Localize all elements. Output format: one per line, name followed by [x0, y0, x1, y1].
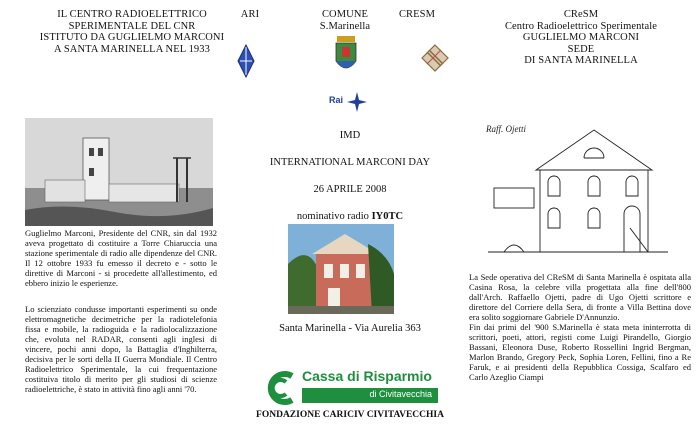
right-header-line: DI SANTA MARINELLA — [524, 55, 638, 66]
left-header-line: ISTITUTO DA GUGLIELMO MARCONI — [39, 32, 225, 43]
villa-drawing — [484, 118, 672, 268]
imd-label: IMD — [339, 130, 361, 141]
left-paragraph-2: Lo scienziato condusse importanti esperimenti su onde elettromagnetiche decimetriche per la radiotelefonia fissa e mobile, la radioguida e la radiolocalizzazione che, evoluta nel RADAR, consenti agli inglesi di vincere, pochi anni dopo, la Battaglia d'Inghilterra, decisiva per le sorti della II Guerra Mondiale. Il Centro Radioelettrico Sperimentale, la cui frequentazione costituiva titolo di merito per gli studiosi di scienze radioelettriche, è stato in attività fino agli anni '70. — [25, 304, 217, 394]
ari-label: ARI — [240, 9, 260, 20]
rai-star-icon — [347, 92, 367, 112]
callsign-label: nominativo radio — [296, 211, 369, 222]
event-date: 26 APRILE 2008 — [313, 184, 387, 195]
right-header-line: SEDE — [567, 43, 595, 55]
villa-photo — [288, 224, 394, 314]
right-header-line: GUGLIELMO MARCONI — [522, 32, 640, 43]
rai-logo — [329, 92, 369, 112]
callsign-line — [236, 211, 464, 222]
callsign: IY0TC — [371, 211, 404, 222]
comune-crest-icon — [333, 35, 359, 77]
comune-title: COMUNE — [321, 9, 369, 20]
ari-logo-icon — [237, 44, 255, 78]
tower-photo — [25, 118, 213, 226]
left-header-line: SPERIMENTALE DEL CNR — [68, 20, 196, 32]
bank-city-bar — [302, 388, 438, 403]
bank-city: di Civitavecchia — [369, 389, 432, 399]
bank-emblem-icon — [262, 370, 298, 406]
right-paragraph-2: Fin dai primi del '900 S.Marinella è stata meta ininterrotta di scrittori, poeti, attori, registi come Luigi Pirandello, Giorgio Bassani, Eleonora Duse, Roberto Rossellini Ingrid Bergman, Marlon Brando, Gregory Peck, Sophia Loren, Fellini, fino a Re Faruk, e ai presidenti della Repubblica Cossiga, Scalfaro ed Carlo Azeglio Ciampi — [469, 322, 691, 382]
rai-label: Rai — [329, 95, 344, 105]
comune-subtitle: S.Marinella — [319, 20, 371, 32]
left-header-line: A SANTA MARINELLA NEL 1933 — [54, 43, 210, 55]
event-title: INTERNATIONAL MARCONI DAY — [269, 157, 431, 168]
comune-label — [305, 9, 385, 32]
cresm-label: CRESM — [398, 9, 436, 20]
left-header — [22, 9, 242, 55]
bank-logo — [262, 366, 439, 410]
right-header-line: Centro Radioelettrico Sperimentale — [504, 20, 658, 32]
left-header-line: IL CENTRO RADIOELETTRICO — [57, 9, 207, 20]
left-paragraph-1: Guglielmo Marconi, Presidente del CNR, sin dal 1932 aveva progettato di costituire a Torre Chiaruccia una stazione sperimentale di radio alle dipendenze del CNR. Il 12 ottobre 1933 fu emesso il decreto e - sotto le direttive di Marconi - si procedette all'allestimento, ed ebbero inizio le esperienze. — [25, 228, 217, 288]
right-header — [470, 9, 692, 67]
drawing-caption: Raff. Ojetti — [486, 124, 526, 134]
right-paragraph-1: La Sede operativa del CReSM di Santa Marinella è ospitata alla Casina Rosa, la celebre villa progettata alla fine dell'800 dall'Arch. Raffaello Ojetti, padre di Ugo Ojetti scrittore e direttore del Corriere della Sera, di fronte a Villa Bettina dove era solito soggiornare Gabriele D'Annunzio. — [469, 272, 691, 322]
bank-name: Cassa di Risparmio — [302, 368, 432, 384]
right-header-line: CReSM — [563, 9, 599, 20]
event-location: Santa Marinella - Via Aurelia 363 — [279, 323, 421, 334]
foundation-name: FONDAZIONE CARICIV CIVITAVECCHIA — [256, 410, 444, 420]
cresm-logo-icon — [421, 44, 449, 72]
